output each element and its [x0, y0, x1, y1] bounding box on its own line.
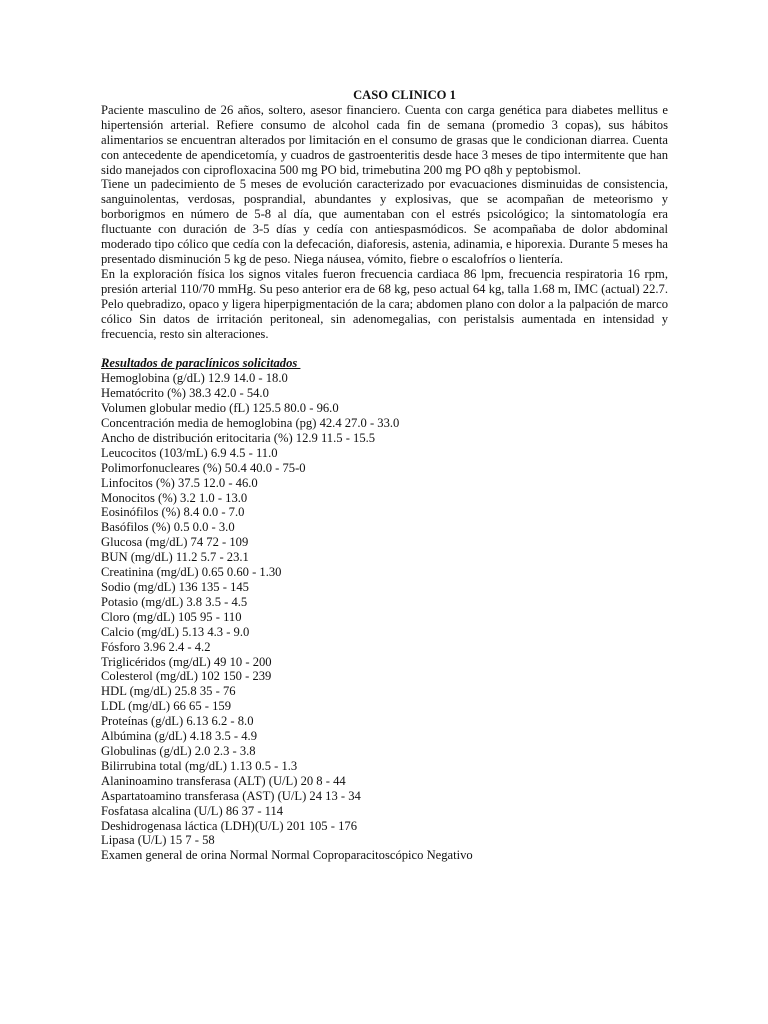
lab-result: Examen general de orina Normal Normal Coproparacitoscópico Negativo [101, 848, 473, 863]
lab-result: Calcio (mg/dL) 5.13 4.3 - 9.0 [101, 624, 250, 639]
lab-result: Basófilos (%) 0.5 0.0 - 3.0 [101, 520, 235, 535]
lab-result: Polimorfonucleares (%) 50.4 40.0 - 75-0 [101, 460, 306, 475]
lab-result: Eosinófilos (%) 8.4 0.0 - 7.0 [101, 505, 245, 520]
lab-result: Fósforo 3.96 2.4 - 4.2 [101, 639, 211, 654]
lab-result: Lipasa (U/L) 15 7 - 58 [101, 833, 215, 848]
blank-line [101, 341, 668, 356]
lab-result: Alaninoamino transferasa (ALT) (U/L) 20 8 - 44 [101, 773, 346, 788]
lab-result: Linfocitos (%) 37.5 12.0 - 46.0 [101, 475, 258, 490]
lab-result: Hemoglobina (g/dL) 12.9 14.0 - 18.0 [101, 371, 288, 386]
lab-result: Volumen globular medio (fL) 125.5 80.0 - 96.0 [101, 401, 339, 416]
lab-result: Concentración media de hemoglobina (pg) 42.4 27.0 - 33.0 [101, 416, 400, 431]
lab-result: Deshidrogenasa láctica (LDH)(U/L) 201 105 - 176 [101, 818, 357, 833]
lab-result: Sodio (mg/dL) 136 135 - 145 [101, 580, 249, 594]
lab-result: Glucosa (mg/dL) 74 72 - 109 [101, 535, 249, 550]
lab-result: Potasio (mg/dL) 3.8 3.5 - 4.5 [101, 594, 248, 609]
document-page [101, 88, 668, 863]
lab-result: Albúmina (g/dL) 4.18 3.5 - 4.9 [101, 729, 258, 744]
lab-result: Cloro (mg/dL) 105 95 - 110 [101, 609, 242, 624]
lab-result: HDL (mg/dL) 25.8 35 - 76 [101, 684, 236, 699]
lab-result: Ancho de distribución eritocitaria (%) 12.9 11.5 - 15.5 [101, 430, 376, 445]
lab-result: Creatinina (mg/dL) 0.65 0.60 - 1.30 [101, 565, 282, 580]
lab-result: Aspartatoamino transferasa (AST) (U/L) 24 13 - 34 [101, 788, 361, 803]
lab-result: Hematócrito (%) 38.3 42.0 - 54.0 [101, 386, 269, 401]
lab-result: Leucocitos (103/mL) 6.9 4.5 - 11.0 [101, 445, 278, 460]
lab-result: Colesterol (mg/dL) 102 150 - 239 [101, 669, 272, 684]
lab-result: LDL (mg/dL) 66 65 - 159 [101, 699, 231, 714]
paragraph-history: Paciente masculino de 26 años, soltero, asesor financiero. Cuenta con carga genética para diabetes mellitus e hipertensión arterial. Refiere consumo de alcohol cada fin de semana (promedio 3 copas), sus hábitos alimentarios se encuentran alterados por limitación en el consumo de grasas que le condicionan diarrea. Cuenta con antecedente de apendicetomía, y cuadros de gastroenteritis desde hace 3 meses de tipo intermitente que han sido manejados con ciprofloxacina 500 mg PO bid, trimebutina 200 mg PO q8h y peptobismol. [101, 102, 668, 177]
lab-result: Monocitos (%) 3.2 1.0 - 13.0 [101, 490, 248, 505]
lab-result: Fosfatasa alcalina (U/L) 86 37 - 114 [101, 803, 284, 818]
paragraph-present-illness: Tiene un padecimiento de 5 meses de evolución caracterizado por evacuaciones disminuidas de consistencia, sanguinolentas, verdosas, posprandial, abundantes y explosivas, que se acompañan de meteorismo y borborigmos en número de 5-8 al día, que aumentaban con el estrés psicológico; la sintomatología era fluctuante con duración de 3-5 días y cedía con antiespasmódicos. Se acompañaba de dolor abdominal moderado tipo cólico que cedía con la defecación, diaforesis, astenia, adinamia, e hiporexia. Durante 5 meses ha presentado disminución 5 kg de peso. Niega náusea, vómito, fiebre o escalofríos o lientería. [101, 177, 668, 266]
lab-result: BUN (mg/dL) 11.2 5.7 - 23.1 [101, 550, 249, 565]
lab-result: Bilirrubina total (mg/dL) 1.13 0.5 - 1.3 [101, 758, 298, 773]
case-title: CASO CLINICO 1 [353, 88, 456, 102]
paragraph-physical-exam: En la exploración física los signos vitales fueron frecuencia cardiaca 86 lpm, frecuencia respiratoria 16 rpm, presión arterial 110/70 mmHg. Su peso anterior era de 68 kg, peso actual 64 kg, talla 1.68 m, IMC (actual) 22.7. Pelo quebradizo, opaco y ligera hiperpigmentación de la cara; abdomen plano con dolor a la palpación de marco cólico Sin datos de irritación peritoneal, sin adenomegalias, con peristalsis aumentada en intensidad y frecuencia, resto sin alteraciones. [101, 266, 668, 341]
lab-result: Proteínas (g/dL) 6.13 6.2 - 8.0 [101, 714, 254, 729]
lab-result: Globulinas (g/dL) 2.0 2.3 - 3.8 [101, 743, 256, 758]
lab-result: Triglicéridos (mg/dL) 49 10 - 200 [101, 654, 272, 669]
labs-heading: Resultados de paraclínicos solicitados [101, 356, 301, 371]
labs-list [101, 371, 668, 863]
